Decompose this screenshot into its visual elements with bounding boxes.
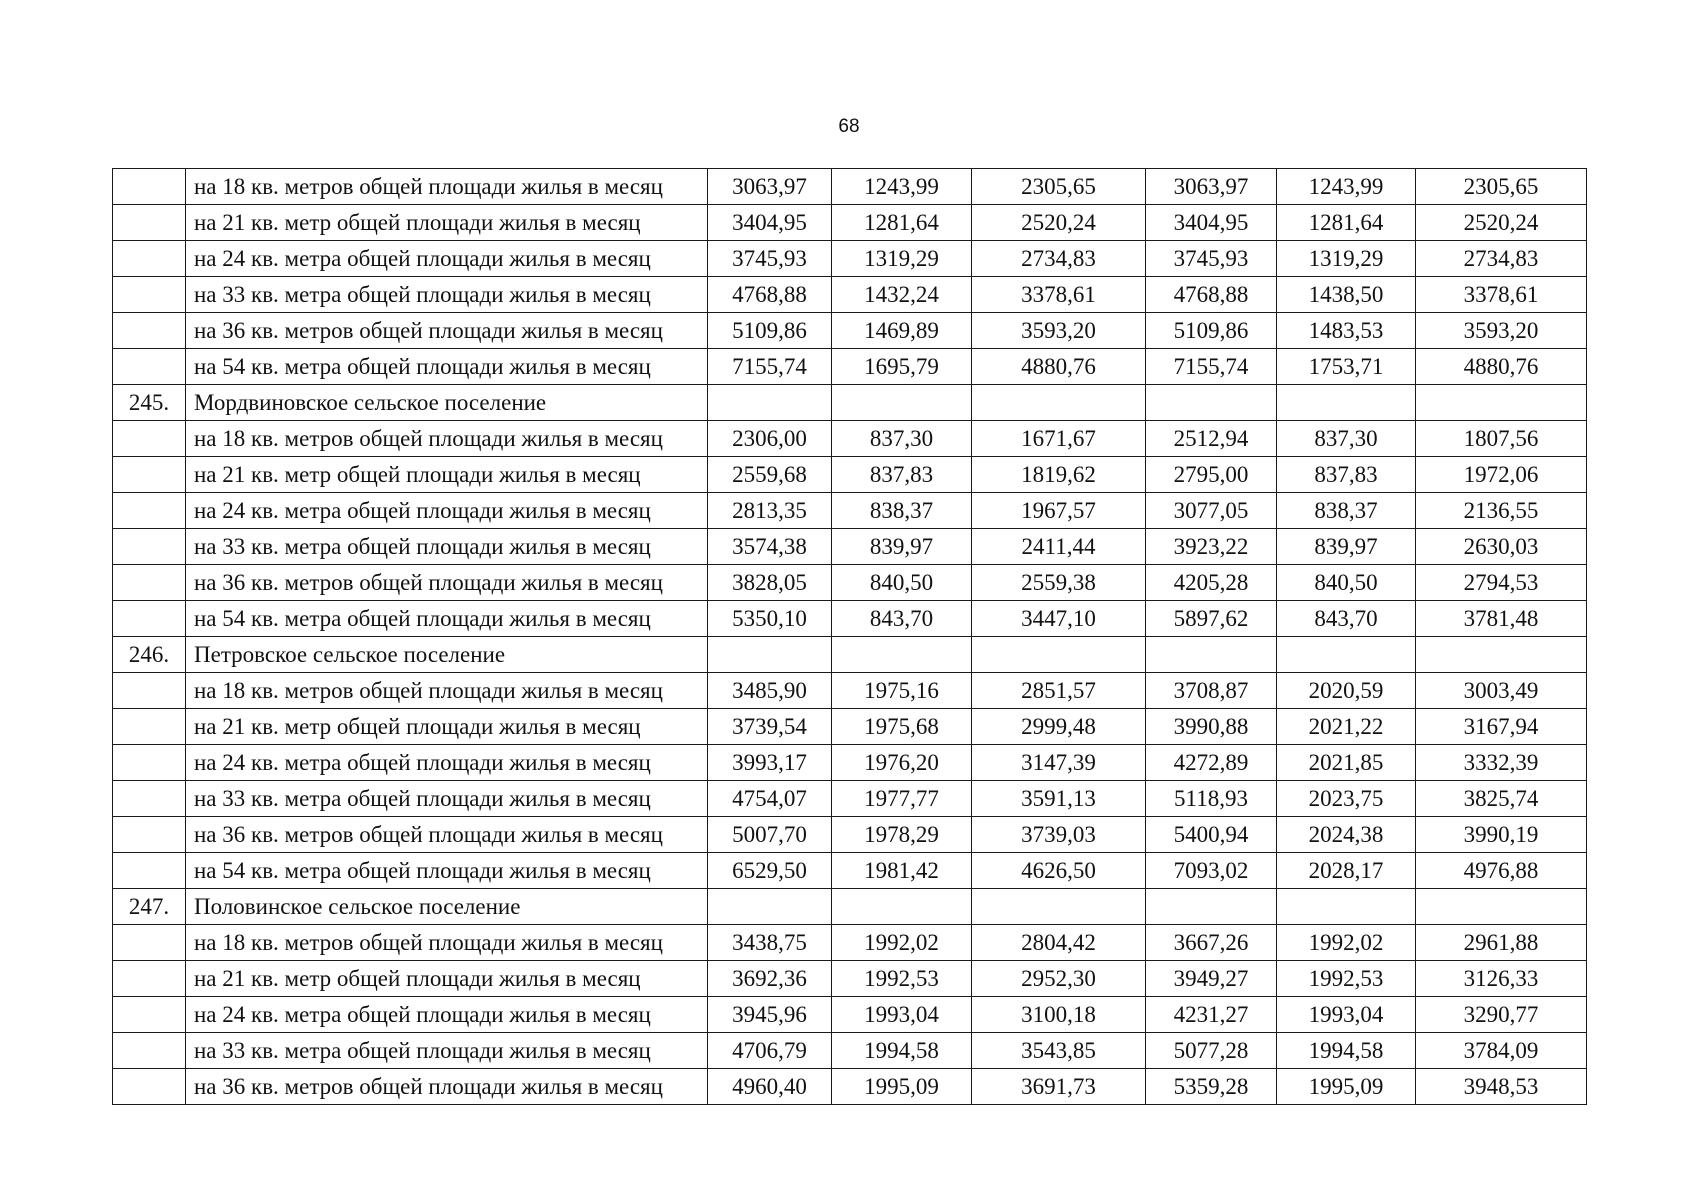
value-cell: 1753,71 [1277,349,1416,385]
row-number-cell: 247. [113,889,186,925]
value-cell: 837,83 [1277,457,1416,493]
value-cell: 2734,83 [972,241,1146,277]
value-cell: 2961,88 [1416,925,1587,961]
value-cell: 5109,86 [1146,313,1277,349]
row-label-cell: на 24 кв. метра общей площади жилья в месяц [186,997,708,1033]
value-cell: 3825,74 [1416,781,1587,817]
table-row [113,457,1587,493]
value-cell: 3378,61 [1416,277,1587,313]
value-cell: 2305,65 [972,169,1146,205]
row-label-cell: на 36 кв. метров общей площади жилья в месяц [186,1069,708,1105]
table-row [113,997,1587,1033]
value-cell [832,889,972,925]
row-label-cell: на 21 кв. метр общей площади жилья в месяц [186,205,708,241]
table-row [113,205,1587,241]
value-cell [1416,889,1587,925]
value-cell: 1438,50 [1277,277,1416,313]
value-cell: 2804,42 [972,925,1146,961]
row-number-cell [113,817,186,853]
value-cell: 5400,94 [1146,817,1277,853]
table-row [113,565,1587,601]
value-cell: 1976,20 [832,745,972,781]
value-cell: 1993,04 [832,997,972,1033]
value-cell: 5007,70 [708,817,832,853]
table-row [113,1033,1587,1069]
value-cell [708,637,832,673]
row-number-cell [113,745,186,781]
value-cell: 1995,09 [1277,1069,1416,1105]
value-cell: 2512,94 [1146,421,1277,457]
table-row [113,169,1587,205]
value-cell: 2795,00 [1146,457,1277,493]
value-cell: 1992,53 [1277,961,1416,997]
row-number-cell [113,529,186,565]
value-cell: 1319,29 [832,241,972,277]
value-cell: 4706,79 [708,1033,832,1069]
row-label-cell: на 36 кв. метров общей площади жилья в месяц [186,313,708,349]
value-cell: 3923,22 [1146,529,1277,565]
row-number-cell [113,709,186,745]
row-number-cell [113,601,186,637]
value-cell [1416,385,1587,421]
value-cell: 5118,93 [1146,781,1277,817]
value-cell: 2794,53 [1416,565,1587,601]
value-cell: 1319,29 [1277,241,1416,277]
table-row [113,673,1587,709]
value-cell: 2520,24 [1416,205,1587,241]
value-cell: 843,70 [1277,601,1416,637]
value-cell [1277,637,1416,673]
value-cell [832,385,972,421]
value-cell [1277,385,1416,421]
table-row [113,241,1587,277]
row-label-cell: на 18 кв. метров общей площади жилья в месяц [186,673,708,709]
value-cell: 1975,16 [832,673,972,709]
value-cell: 3784,09 [1416,1033,1587,1069]
value-cell: 4754,07 [708,781,832,817]
row-label-cell: на 54 кв. метра общей площади жилья в месяц [186,349,708,385]
value-cell: 837,30 [832,421,972,457]
value-cell: 1819,62 [972,457,1146,493]
value-cell: 3404,95 [708,205,832,241]
row-label-cell: на 21 кв. метр общей площади жилья в месяц [186,457,708,493]
value-cell: 4960,40 [708,1069,832,1105]
row-label-cell: на 54 кв. метра общей площади жилья в месяц [186,853,708,889]
value-cell: 4626,50 [972,853,1146,889]
row-number-cell [113,673,186,709]
table-row [113,889,1587,925]
row-label-cell: на 33 кв. метра общей площади жилья в месяц [186,1033,708,1069]
row-label-cell: на 18 кв. метров общей площади жилья в месяц [186,925,708,961]
value-cell: 1483,53 [1277,313,1416,349]
value-cell [1146,385,1277,421]
table-row [113,637,1587,673]
value-cell: 837,30 [1277,421,1416,457]
value-cell: 838,37 [832,493,972,529]
table-row [113,1069,1587,1105]
table-row [113,781,1587,817]
value-cell: 1994,58 [832,1033,972,1069]
value-cell [1146,889,1277,925]
value-cell: 1977,77 [832,781,972,817]
table-row [113,385,1587,421]
value-cell: 1469,89 [832,313,972,349]
value-cell [1416,637,1587,673]
value-cell: 3332,39 [1416,745,1587,781]
table-row [113,961,1587,997]
value-cell: 1967,57 [972,493,1146,529]
value-cell: 3438,75 [708,925,832,961]
value-cell: 4205,28 [1146,565,1277,601]
value-cell: 3990,88 [1146,709,1277,745]
value-cell: 2024,38 [1277,817,1416,853]
row-label-cell: на 36 кв. метров общей площади жилья в месяц [186,565,708,601]
value-cell: 3593,20 [1416,313,1587,349]
value-cell: 2020,59 [1277,673,1416,709]
row-label-cell: Петровское сельское поселение [186,637,708,673]
row-label-cell: на 18 кв. метров общей площади жилья в месяц [186,421,708,457]
row-label-cell: на 21 кв. метр общей площади жилья в месяц [186,709,708,745]
value-cell: 840,50 [832,565,972,601]
value-cell: 2952,30 [972,961,1146,997]
value-cell: 3781,48 [1416,601,1587,637]
value-cell: 2411,44 [972,529,1146,565]
row-number-cell [113,241,186,277]
table-row [113,421,1587,457]
row-label-cell: на 18 кв. метров общей площади жилья в месяц [186,169,708,205]
value-cell: 1243,99 [1277,169,1416,205]
row-label-cell: на 24 кв. метра общей площади жилья в месяц [186,493,708,529]
table-row [113,493,1587,529]
table-row [113,313,1587,349]
value-cell: 3739,03 [972,817,1146,853]
value-cell: 840,50 [1277,565,1416,601]
value-cell: 3290,77 [1416,997,1587,1033]
value-cell: 3949,27 [1146,961,1277,997]
value-cell [708,385,832,421]
value-cell: 2630,03 [1416,529,1587,565]
tariff-table [112,168,1587,1105]
value-cell [1146,637,1277,673]
row-label-cell: на 24 кв. метра общей площади жилья в месяц [186,241,708,277]
row-number-cell [113,853,186,889]
value-cell: 1995,09 [832,1069,972,1105]
value-cell: 1671,67 [972,421,1146,457]
table-row [113,349,1587,385]
value-cell: 1981,42 [832,853,972,889]
value-cell [972,385,1146,421]
row-number-cell [113,1069,186,1105]
value-cell: 6529,50 [708,853,832,889]
value-cell: 3745,93 [1146,241,1277,277]
value-cell: 1975,68 [832,709,972,745]
row-number-cell [113,961,186,997]
row-number-cell [113,169,186,205]
value-cell: 2813,35 [708,493,832,529]
value-cell: 1994,58 [1277,1033,1416,1069]
row-number-cell [113,421,186,457]
value-cell: 838,37 [1277,493,1416,529]
table-row [113,277,1587,313]
value-cell [708,889,832,925]
table-row [113,925,1587,961]
value-cell: 3063,97 [708,169,832,205]
row-number-cell [113,457,186,493]
value-cell: 2999,48 [972,709,1146,745]
value-cell: 3100,18 [972,997,1146,1033]
value-cell [1277,889,1416,925]
value-cell: 1243,99 [832,169,972,205]
value-cell: 837,83 [832,457,972,493]
value-cell: 1992,02 [832,925,972,961]
row-label-cell: на 33 кв. метра общей площади жилья в месяц [186,781,708,817]
page-number: 68 [838,116,860,137]
value-cell: 3691,73 [972,1069,1146,1105]
value-cell: 5897,62 [1146,601,1277,637]
value-cell: 3993,17 [708,745,832,781]
value-cell: 1281,64 [832,205,972,241]
row-number-cell [113,349,186,385]
value-cell: 3745,93 [708,241,832,277]
row-number-cell [113,277,186,313]
value-cell: 3739,54 [708,709,832,745]
value-cell: 3828,05 [708,565,832,601]
value-cell: 3692,36 [708,961,832,997]
value-cell: 3167,94 [1416,709,1587,745]
value-cell: 2734,83 [1416,241,1587,277]
value-cell: 4768,88 [708,277,832,313]
value-cell: 3708,87 [1146,673,1277,709]
row-label-cell: Половинское сельское поселение [186,889,708,925]
value-cell: 2021,85 [1277,745,1416,781]
row-label-cell: Мордвиновское сельское поселение [186,385,708,421]
value-cell: 2559,38 [972,565,1146,601]
value-cell: 3003,49 [1416,673,1587,709]
value-cell: 3378,61 [972,277,1146,313]
row-number-cell [113,1033,186,1069]
value-cell: 2305,65 [1416,169,1587,205]
row-number-cell: 245. [113,385,186,421]
value-cell: 3593,20 [972,313,1146,349]
value-cell: 2028,17 [1277,853,1416,889]
value-cell: 1432,24 [832,277,972,313]
value-cell: 4880,76 [1416,349,1587,385]
value-cell: 3667,26 [1146,925,1277,961]
value-cell: 3404,95 [1146,205,1277,241]
value-cell: 2023,75 [1277,781,1416,817]
table-row [113,745,1587,781]
value-cell: 3543,85 [972,1033,1146,1069]
value-cell: 4768,88 [1146,277,1277,313]
row-label-cell: на 24 кв. метра общей площади жилья в месяц [186,745,708,781]
value-cell [972,637,1146,673]
value-cell: 843,70 [832,601,972,637]
row-number-cell [113,565,186,601]
row-number-cell [113,997,186,1033]
row-number-cell [113,205,186,241]
row-number-cell [113,493,186,529]
row-number-cell [113,925,186,961]
value-cell: 4272,89 [1146,745,1277,781]
value-cell [972,889,1146,925]
value-cell: 1807,56 [1416,421,1587,457]
value-cell: 4231,27 [1146,997,1277,1033]
value-cell: 1281,64 [1277,205,1416,241]
value-cell: 5350,10 [708,601,832,637]
value-cell [832,637,972,673]
row-label-cell: на 33 кв. метра общей площади жилья в месяц [186,277,708,313]
value-cell: 2306,00 [708,421,832,457]
value-cell: 2559,68 [708,457,832,493]
value-cell: 4880,76 [972,349,1146,385]
row-number-cell [113,781,186,817]
value-cell: 3147,39 [972,745,1146,781]
table-row [113,853,1587,889]
value-cell: 839,97 [832,529,972,565]
value-cell: 1978,29 [832,817,972,853]
table-row [113,529,1587,565]
value-cell: 3990,19 [1416,817,1587,853]
value-cell: 5109,86 [708,313,832,349]
value-cell: 3485,90 [708,673,832,709]
table-row [113,817,1587,853]
row-label-cell: на 33 кв. метра общей площади жилья в месяц [186,529,708,565]
value-cell: 839,97 [1277,529,1416,565]
value-cell: 2520,24 [972,205,1146,241]
value-cell: 3948,53 [1416,1069,1587,1105]
row-number-cell: 246. [113,637,186,673]
value-cell: 3447,10 [972,601,1146,637]
value-cell: 7155,74 [708,349,832,385]
value-cell: 2851,57 [972,673,1146,709]
table-row [113,601,1587,637]
value-cell: 1992,53 [832,961,972,997]
value-cell: 3591,13 [972,781,1146,817]
value-cell: 3077,05 [1146,493,1277,529]
value-cell: 1993,04 [1277,997,1416,1033]
value-cell: 1992,02 [1277,925,1416,961]
value-cell: 3945,96 [708,997,832,1033]
value-cell: 5077,28 [1146,1033,1277,1069]
value-cell: 5359,28 [1146,1069,1277,1105]
value-cell: 1972,06 [1416,457,1587,493]
table-row [113,709,1587,745]
value-cell: 3574,38 [708,529,832,565]
value-cell: 1695,79 [832,349,972,385]
row-label-cell: на 21 кв. метр общей площади жилья в месяц [186,961,708,997]
value-cell: 7093,02 [1146,853,1277,889]
value-cell: 7155,74 [1146,349,1277,385]
value-cell: 4976,88 [1416,853,1587,889]
row-label-cell: на 54 кв. метра общей площади жилья в месяц [186,601,708,637]
row-number-cell [113,313,186,349]
value-cell: 3063,97 [1146,169,1277,205]
value-cell: 3126,33 [1416,961,1587,997]
value-cell: 2021,22 [1277,709,1416,745]
row-label-cell: на 36 кв. метров общей площади жилья в месяц [186,817,708,853]
value-cell: 2136,55 [1416,493,1587,529]
